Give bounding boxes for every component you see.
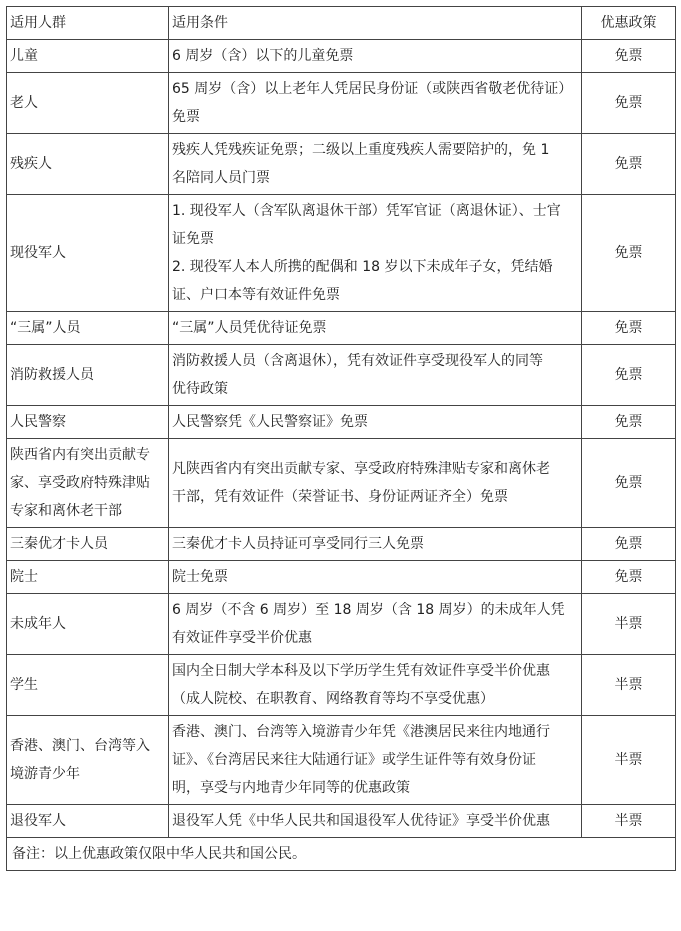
group-line: “三属”人员	[10, 320, 81, 336]
policy-cell: 免票	[582, 312, 676, 345]
policy-cell: 半票	[582, 805, 676, 838]
policy-cell: 免票	[582, 40, 676, 73]
condition-line: 优待政策	[172, 381, 228, 397]
condition-line: 明，享受与内地青少年同等的优惠政策	[172, 780, 410, 796]
group-line: 专家和离休老干部	[10, 503, 122, 519]
group-line: 儿童	[10, 48, 38, 64]
header-policy: 优惠政策	[582, 7, 676, 40]
table-row	[7, 716, 676, 805]
group-cell	[7, 134, 169, 195]
table-row	[7, 73, 676, 134]
condition-cell	[169, 594, 582, 655]
condition-line: 院士免票	[172, 569, 228, 585]
condition-line: 名陪同人员门票	[172, 170, 270, 186]
group-line: 院士	[10, 569, 38, 585]
policy-cell: 半票	[582, 655, 676, 716]
policy-cell: 免票	[582, 73, 676, 134]
policy-cell: 免票	[582, 528, 676, 561]
group-line: 消防救援人员	[10, 367, 94, 383]
condition-line: 1. 现役军人（含军队离退休干部）凭军官证（离退休证）、士官	[172, 203, 561, 219]
policy-cell: 免票	[582, 439, 676, 528]
condition-line: 三秦优才卡人员持证可享受同行三人免票	[172, 536, 424, 552]
table-row	[7, 594, 676, 655]
group-line: 香港、澳门、台湾等入	[10, 738, 150, 754]
condition-line: 香港、澳门、台湾等入境游青少年凭《港澳居民来往内地通行	[172, 724, 550, 740]
condition-cell	[169, 312, 582, 345]
condition-cell	[169, 805, 582, 838]
policy-cell: 免票	[582, 195, 676, 312]
policy-cell: 半票	[582, 716, 676, 805]
policy-cell: 免票	[582, 561, 676, 594]
table-row	[7, 134, 676, 195]
group-cell	[7, 655, 169, 716]
group-cell	[7, 594, 169, 655]
table-row	[7, 406, 676, 439]
group-line: 家、享受政府特殊津贴	[10, 475, 150, 491]
condition-line: 人民警察凭《人民警察证》免票	[172, 414, 368, 430]
condition-cell	[169, 345, 582, 406]
header-condition: 适用条件	[169, 7, 582, 40]
policy-cell: 免票	[582, 345, 676, 406]
group-cell	[7, 716, 169, 805]
condition-cell	[169, 195, 582, 312]
policy-cell: 免票	[582, 406, 676, 439]
group-cell	[7, 805, 169, 838]
table-row	[7, 561, 676, 594]
group-line: 陕西省内有突出贡献专	[10, 447, 150, 463]
condition-line: 6 周岁（不含 6 周岁）至 18 周岁（含 18 周岁）的未成年人凭	[172, 602, 565, 618]
condition-cell	[169, 716, 582, 805]
condition-cell	[169, 528, 582, 561]
group-line: 三秦优才卡人员	[10, 536, 108, 552]
condition-line: 干部，凭有效证件（荣誉证书、身份证两证齐全）免票	[172, 489, 508, 505]
group-line: 现役军人	[10, 245, 66, 261]
group-line: 学生	[10, 677, 38, 693]
condition-line: 证免票	[172, 231, 214, 247]
condition-line: 消防救援人员（含离退休），凭有效证件享受现役军人的同等	[172, 353, 543, 369]
group-cell	[7, 195, 169, 312]
condition-line: 65 周岁（含）以上老年人凭居民身份证（或陕西省敬老优待证）	[172, 81, 573, 97]
group-cell	[7, 406, 169, 439]
condition-line: 有效证件享受半价优惠	[172, 630, 312, 646]
group-cell	[7, 345, 169, 406]
condition-line: 2. 现役军人本人所携的配偶和 18 岁以下未成年子女，凭结婚	[172, 259, 553, 275]
policy-cell: 免票	[582, 134, 676, 195]
condition-cell	[169, 439, 582, 528]
group-cell	[7, 561, 169, 594]
group-line: 未成年人	[10, 616, 66, 632]
group-cell	[7, 312, 169, 345]
condition-line: 残疾人凭残疾证免票；二级以上重度残疾人需要陪护的，免 1	[172, 142, 550, 158]
table-row	[7, 195, 676, 312]
condition-cell	[169, 134, 582, 195]
group-cell	[7, 73, 169, 134]
table-row	[7, 40, 676, 73]
discount-policy-table	[6, 6, 676, 871]
group-line: 人民警察	[10, 414, 66, 430]
group-line: 境游青少年	[10, 766, 80, 782]
condition-line: 证、户口本等有效证件免票	[172, 287, 340, 303]
condition-line: 退役军人凭《中华人民共和国退役军人优待证》享受半价优惠	[172, 813, 550, 829]
condition-line: 国内全日制大学本科及以下学历学生凭有效证件享受半价优惠	[172, 663, 550, 679]
policy-cell: 半票	[582, 594, 676, 655]
table-row	[7, 439, 676, 528]
condition-cell	[169, 73, 582, 134]
condition-line: 凡陕西省内有突出贡献专家、享受政府特殊津贴专家和离休老	[172, 461, 550, 477]
table-row	[7, 805, 676, 838]
group-cell	[7, 439, 169, 528]
table-row	[7, 312, 676, 345]
table-header-row	[7, 7, 676, 40]
group-cell	[7, 40, 169, 73]
condition-line: 6 周岁（含）以下的儿童免票	[172, 48, 354, 64]
table-row	[7, 528, 676, 561]
condition-line: 证》、《台湾居民来往大陆通行证》或学生证件等有效身份证	[172, 752, 536, 768]
condition-line: “三属”人员凭优待证免票	[172, 320, 327, 336]
condition-line: （成人院校、在职教育、网络教育等均不享受优惠）	[172, 691, 494, 707]
table-row	[7, 345, 676, 406]
condition-cell	[169, 655, 582, 716]
header-group: 适用人群	[7, 7, 169, 40]
condition-cell	[169, 406, 582, 439]
table-row	[7, 655, 676, 716]
group-line: 残疾人	[10, 156, 52, 172]
condition-cell	[169, 561, 582, 594]
note-row	[7, 838, 676, 871]
condition-line: 免票	[172, 109, 200, 125]
group-cell	[7, 528, 169, 561]
group-line: 老人	[10, 95, 38, 111]
note-text: 备注：以上优惠政策仅限中华人民共和国公民。	[7, 838, 676, 871]
group-line: 退役军人	[10, 813, 66, 829]
condition-cell	[169, 40, 582, 73]
